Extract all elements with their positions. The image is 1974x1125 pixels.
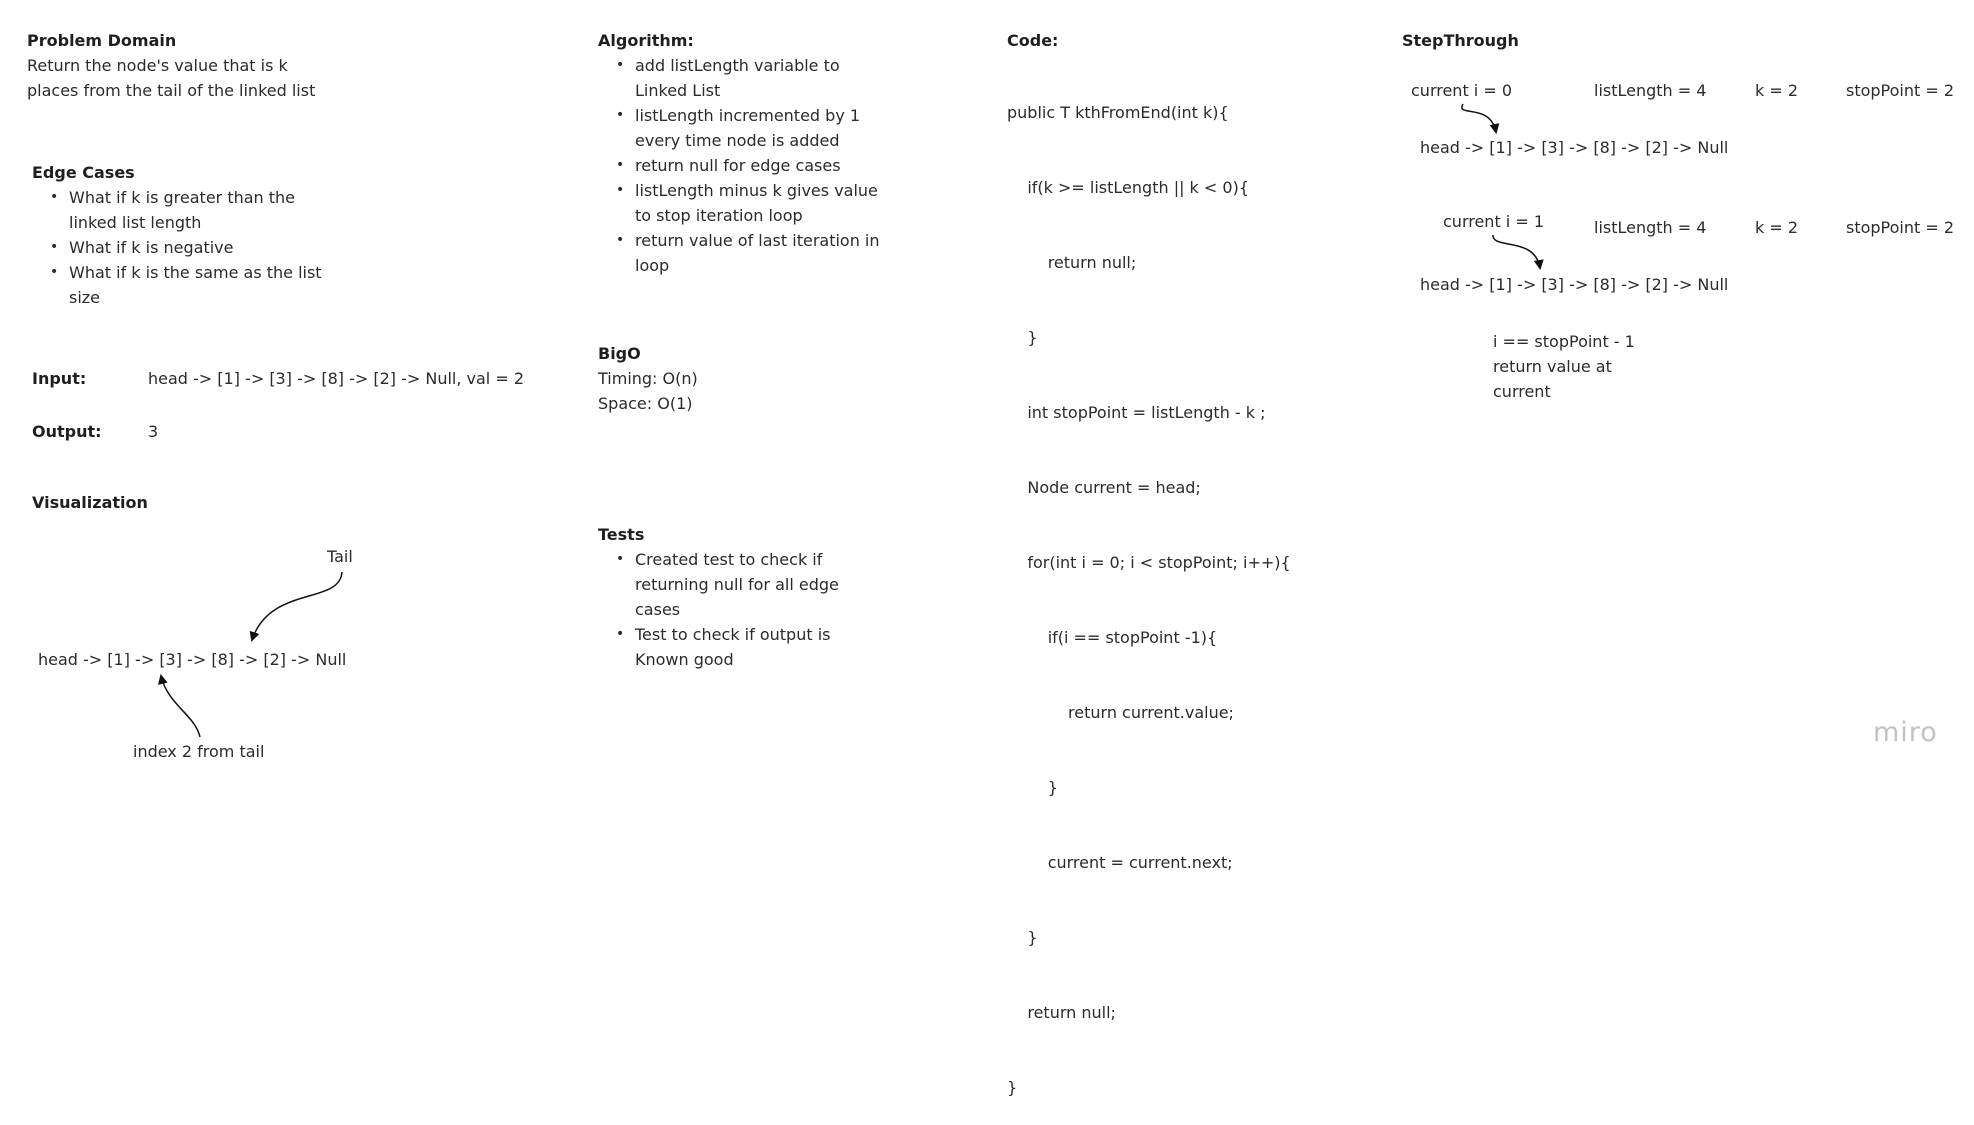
tail-arrow: [252, 572, 342, 640]
step2-k: k = 2: [1755, 218, 1799, 237]
list-item: • What if k is negative: [32, 235, 322, 260]
code-line: }: [1007, 328, 1038, 347]
code-line: }: [1007, 778, 1058, 797]
algorithm-title: Algorithm:: [598, 31, 694, 50]
code-line: return current.value;: [1007, 703, 1234, 722]
output-label: Output:: [32, 422, 102, 441]
edge-cases-title: Edge Cases: [32, 163, 135, 182]
code-line: }: [1007, 1078, 1018, 1097]
code-line: Node current = head;: [1007, 478, 1201, 497]
step-note-line: i == stopPoint - 1: [1493, 332, 1635, 351]
list-item: • add listLength variable to Linked List: [598, 53, 880, 103]
list-item: • What if k is the same as the list size: [32, 260, 322, 310]
problem-domain-line: Return the node's value that is k: [27, 56, 288, 75]
step-note-line: return value at: [1493, 357, 1612, 376]
output-value: 3: [148, 422, 159, 441]
code-line: public T kthFromEnd(int k){: [1007, 103, 1229, 122]
stepthrough-title: StepThrough: [1402, 31, 1519, 50]
list-item: • What if k is greater than the linked list length: [32, 185, 322, 235]
step2-list: head -> [1] -> [3] -> [8] -> [2] -> Null: [1420, 275, 1729, 294]
visualization-list: head -> [1] -> [3] -> [8] -> [2] -> Null: [38, 650, 347, 669]
code-line: for(int i = 0; i < stopPoint; i++){: [1007, 553, 1291, 572]
tests-title: Tests: [598, 525, 645, 544]
code-line: current = current.next;: [1007, 853, 1233, 872]
step1-current-arrow: [1462, 104, 1496, 132]
bigo-timing: Timing: O(n): [598, 369, 698, 388]
code-line: }: [1007, 928, 1038, 947]
problem-domain-line: places from the tail of the linked list: [27, 81, 316, 100]
code-line: if(i == stopPoint -1){: [1007, 628, 1218, 647]
code-line: if(k >= listLength || k < 0){: [1007, 178, 1249, 197]
problem-domain-title: Problem Domain: [27, 31, 177, 50]
step1-list: head -> [1] -> [3] -> [8] -> [2] -> Null: [1420, 138, 1729, 157]
list-item: • Test to check if output is Known good: [598, 622, 839, 672]
list-item: • listLength incremented by 1 every time node is added: [598, 103, 880, 153]
list-item: • listLength minus k gives value to stop iteration loop: [598, 178, 880, 228]
step2-current: current i = 1: [1443, 212, 1545, 231]
step-note-line: current: [1493, 382, 1551, 401]
tail-label: Tail: [327, 547, 353, 566]
step1-list-length: listLength = 4: [1594, 81, 1707, 100]
step1-current: current i = 0: [1411, 81, 1513, 100]
bigo-title: BigO: [598, 344, 641, 363]
code-line: int stopPoint = listLength - k ;: [1007, 403, 1266, 422]
index-arrow: [161, 676, 200, 737]
code-line: return null;: [1007, 1003, 1116, 1022]
input-value: head -> [1] -> [3] -> [8] -> [2] -> Null, val = 2: [148, 369, 525, 388]
bigo-space: Space: O(1): [598, 394, 693, 413]
step2-list-length: listLength = 4: [1594, 218, 1707, 237]
list-item: • Created test to check if returning null for all edge cases: [598, 547, 839, 622]
step1-k: k = 2: [1755, 81, 1799, 100]
visualization-title: Visualization: [32, 493, 148, 512]
step2-current-arrow: [1493, 235, 1540, 268]
miro-watermark: miro: [1873, 717, 1938, 748]
input-label: Input:: [32, 369, 87, 388]
index-label: index 2 from tail: [133, 742, 265, 761]
step2-stop-point: stopPoint = 2: [1846, 218, 1955, 237]
list-item: • return null for edge cases: [598, 153, 880, 178]
list-item: • return value of last iteration in loop: [598, 228, 880, 278]
code-line: return null;: [1007, 253, 1137, 272]
code-title: Code:: [1007, 31, 1059, 50]
step1-stop-point: stopPoint = 2: [1846, 81, 1955, 100]
